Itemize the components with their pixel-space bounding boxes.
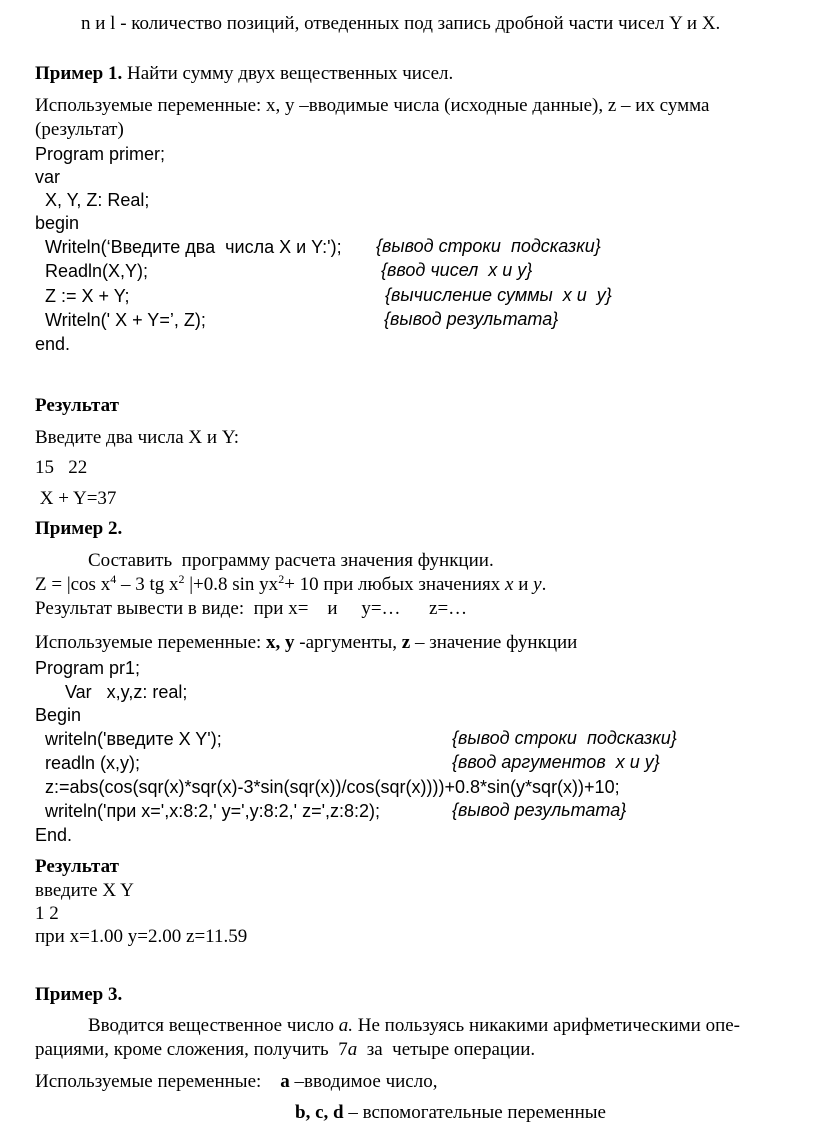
example-3-task-line-2: [35, 1039, 535, 1061]
formula-exponent: 2: [278, 572, 285, 586]
example-1-heading: Пример 1.: [35, 63, 123, 84]
formula-var-x: x: [505, 574, 514, 595]
code-line: Begin: [35, 705, 82, 725]
code-line: readln (x,y);: [35, 753, 141, 773]
example-2-vars: [35, 632, 577, 654]
vars-xy: x, y: [266, 632, 295, 653]
example-2-heading: Пример 2.: [35, 518, 123, 539]
intro-line: [81, 13, 720, 35]
example-2-output-format: Результат вывести в виде: при x= и y=… z=…: [35, 598, 468, 619]
example-3-vars-line-2: [295, 1102, 606, 1124]
task-var-a: a.: [338, 1015, 354, 1036]
task-text: за четыре операции.: [357, 1039, 536, 1060]
code-line: X, Y, Z: Real;: [35, 190, 150, 210]
code-line: End.: [35, 825, 73, 845]
example-1-task: Найти сумму двух вещественных чисел.: [122, 63, 454, 84]
formula-part: Z = |cos x: [35, 574, 111, 595]
result-line: 1 2: [35, 903, 59, 924]
vars-text: Используемые переменные:: [35, 632, 267, 653]
code-comment: {вывод строки подсказки}: [452, 728, 677, 748]
vars-text: Используемые переменные:: [35, 1071, 281, 1092]
code-line: Program pr1;: [35, 658, 141, 678]
example-1-result-heading: Результат: [35, 395, 119, 416]
example-3-heading: Пример 3.: [35, 984, 123, 1005]
vars-bcd: b, c, d: [295, 1102, 344, 1123]
result-line: введите X Y: [35, 880, 134, 901]
code-line: Z := X + Y;: [35, 286, 130, 306]
formula-part: + 10 при любых значениях: [284, 574, 506, 595]
code-comment: {вывод результата}: [384, 309, 559, 329]
code-comment: {ввод чисел x и y}: [381, 260, 533, 280]
example-2-formula: [35, 574, 546, 596]
code-comment: {вывод строки подсказки}: [376, 236, 601, 256]
formula-exponent: 4: [110, 572, 117, 586]
code-line: end.: [35, 334, 71, 354]
formula-exponent: 2: [178, 572, 185, 586]
task-text: рациями, кроме сложения, получить: [35, 1039, 339, 1060]
task-text: Вводится вещественное число: [88, 1015, 339, 1036]
example-3-vars-line-1: [35, 1071, 437, 1093]
code-line: var: [35, 167, 61, 187]
code-line: Readln(X,Y);: [35, 261, 149, 281]
code-line: Writeln(‘Введите два числа X и Y:');: [35, 237, 342, 257]
code-line: z:=abs(cos(sqr(x)*sqr(x)-3*sin(sqr(x))/cos(sqr(x))))+0.8*sin(y*sqr(x))+10;: [35, 777, 620, 797]
example-1-vars-line-1: Используемые переменные: x, y –вводимые числа (исходные данные), z – их сумма: [35, 95, 710, 116]
code-line: writeln('при x=',x:8:2,' y=',y:8:2,' z=',z:8:2);: [35, 801, 381, 821]
code-comment: {вычисление суммы x и y}: [385, 285, 612, 305]
vars-a: a: [280, 1071, 290, 1092]
vars-z: z: [401, 632, 411, 653]
vars-text: – вспомогательные переменные: [343, 1102, 606, 1123]
task-text: Не пользуясь никакими арифметическими опе-: [353, 1015, 741, 1036]
code-line: Var x,y,z: real;: [35, 682, 188, 702]
example-3-task-line-1: [88, 1015, 740, 1037]
formula-part: – 3 tg x: [116, 574, 179, 595]
code-line: Writeln(' X + Y=’, Z);: [35, 310, 206, 330]
task-number: 7: [338, 1039, 348, 1060]
vars-text: -аргументы,: [294, 632, 402, 653]
example-2-result-heading: Результат: [35, 856, 119, 877]
code-line: Program primer;: [35, 144, 166, 164]
result-line: при x=1.00 y=2.00 z=11.59: [35, 926, 248, 947]
code-line: writeln('введите X Y');: [35, 729, 222, 749]
example-1-title: [35, 63, 453, 85]
code-comment: {ввод аргументов x и y}: [452, 752, 660, 772]
result-line: Введите два числа X и Y:: [35, 427, 240, 448]
code-line: begin: [35, 213, 80, 233]
task-var-a: a: [347, 1039, 358, 1060]
example-2-task: Составить программу расчета значения функции.: [88, 550, 494, 571]
formula-part: и: [513, 574, 534, 595]
vars-text: –вводимое число,: [289, 1071, 438, 1092]
formula-part: |+0.8 sin yx: [184, 574, 279, 595]
example-1-vars-line-2: (результат): [35, 119, 124, 140]
formula-var-y: y: [533, 574, 542, 595]
intro-text: n и l - количество позиций, отведенных под запись дробной части чисел Y и X.: [81, 13, 721, 34]
result-line: X + Y=37: [35, 488, 117, 509]
code-comment: {вывод результата}: [452, 800, 627, 820]
result-line: 15 22: [35, 457, 88, 478]
formula-part: .: [541, 574, 547, 595]
vars-text: – значение функции: [410, 632, 578, 653]
